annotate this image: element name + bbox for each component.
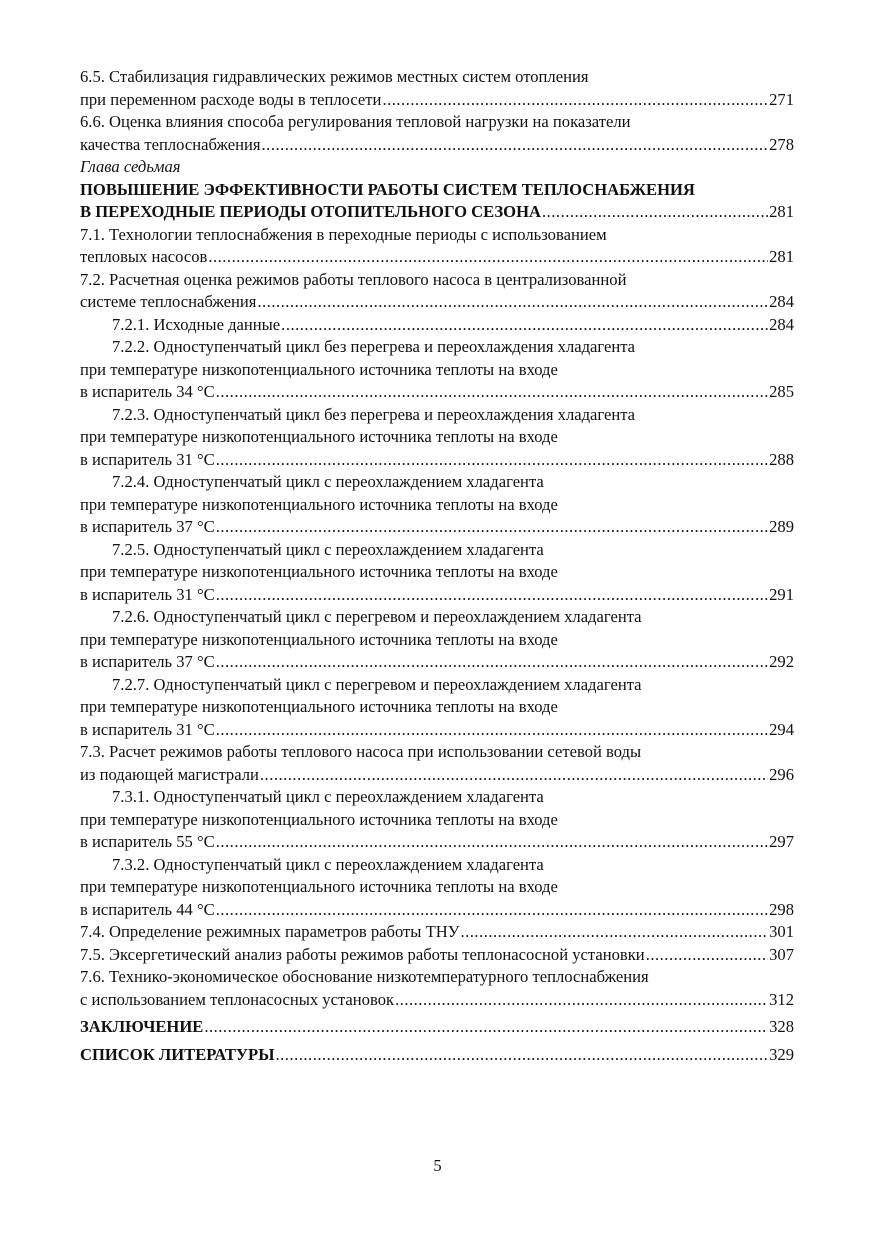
toc-entry-6-6[interactable] [80,134,794,157]
toc-entry-7-2-5-line2 [80,561,794,584]
page-number: 5 [433,1156,442,1175]
dot-leader [260,764,768,787]
dot-leader [395,989,768,1012]
toc-entry-conclusion[interactable] [80,1016,794,1039]
toc-page-number: 298 [769,899,794,919]
toc-page-number: 281 [769,202,794,221]
toc-entry-7-3[interactable] [80,764,794,787]
toc-entry-text: 7.1. Технологии теплоснабжения в переходные периоды с использованием [80,224,607,244]
toc-entry-7-3-1-line1 [80,786,794,809]
toc-entry-text: в испаритель 34 °C [80,382,215,401]
dot-leader [646,944,768,967]
toc-entry-6-6-line1 [80,111,794,134]
dot-leader [216,899,768,922]
toc-entry-text: при температуре низкопотенциального источника теплоты на входе [80,629,558,649]
dot-leader [216,651,768,674]
toc-entry-7-1-line1 [80,224,794,247]
toc-page-number: 281 [769,247,794,266]
toc-entry-7-2-6[interactable] [80,651,794,674]
toc-entry-text: ЗАКЛЮЧЕНИЕ [80,1017,204,1036]
toc-entry-text: 7.2.4. Одноступенчатый цикл с переохлаждением хладагента [112,472,544,491]
toc-entry-7-3-2[interactable] [80,899,794,922]
toc-entry-references[interactable] [80,1044,794,1067]
toc-entry-7-2-2-line1 [80,336,794,359]
toc-entry-text: качества теплоснабжения [80,134,261,154]
toc-entry-text: при температуре низкопотенциального источника теплоты на входе [80,494,558,514]
toc-entry-text: 7.3.2. Одноступенчатый цикл с переохлаждением хладагента [112,854,544,874]
dot-leader [281,314,768,337]
toc-entry-text: 7.2.3. Одноступенчатый цикл без перегрева и переохлаждения хладагента [112,404,636,424]
toc-entry-7-3-1-line2 [80,809,794,832]
toc-entry-text: с использованием теплонасосных установок [80,989,395,1009]
toc-entry-text: 7.2. Расчетная оценка режимов работы теплового насоса в централизованной [80,269,627,289]
toc-entry-text: 7.2.6. Одноступенчатый цикл с перегревом и переохлаждением хладагента [112,607,642,626]
toc-page-number: 296 [769,764,794,784]
toc-page-number: 297 [769,832,794,851]
toc-entry-7-2-7-line2 [80,696,794,719]
toc-entry-7-2-6-line1 [80,606,794,629]
toc-entry-7-2-3-line1 [80,404,794,427]
toc-entry-text: в испаритель 31 °C [80,584,215,604]
toc-entry-text: при температуре низкопотенциального источника теплоты на входе [80,697,558,716]
toc-page-number: 291 [769,584,794,604]
dot-leader [382,89,768,112]
toc-page-number: 284 [769,292,794,311]
toc-entry-7-4[interactable] [80,921,794,944]
toc-entry-text: в испаритель 44 °C [80,899,215,919]
toc-entry-7-6-line1 [80,966,794,989]
toc-entry-7-2-7-line1 [80,674,794,697]
dot-leader [216,381,768,404]
dot-leader [276,1044,769,1067]
toc-entry-text: в испаритель 37 °C [80,652,215,671]
toc-entry-7-3-line1 [80,741,794,764]
toc-page-number: 307 [769,944,794,964]
dot-leader [460,921,768,944]
toc-entry-6-5-line1 [80,66,794,89]
chapter-title-text: ПОВЫШЕНИЕ ЭФФЕКТИВНОСТИ РАБОТЫ СИСТЕМ ТЕПЛОСНАБЖЕНИЯ [80,179,695,199]
toc-entry-text: 7.2.5. Одноступенчатый цикл с переохлаждением хладагента [112,539,544,559]
toc-entry-7-2-4-line1 [80,471,794,494]
toc-entry-7-2-5-line1 [80,539,794,562]
toc-page-number: 285 [769,382,794,401]
toc-entry-6-5[interactable] [80,89,794,112]
toc-page-number: 292 [769,652,794,671]
toc-entry-7-1[interactable] [80,246,794,269]
toc-entry-text: 6.5. Стабилизация гидравлических режимов местных систем отопления [80,67,589,86]
toc-entry-7-2-2-line2 [80,359,794,382]
chapter-label [80,156,794,179]
toc-entry-text: при температуре низкопотенциального источника теплоты на входе [80,809,558,829]
toc-entry-7-2-3[interactable] [80,449,794,472]
toc-entry-7-2[interactable] [80,291,794,314]
toc-entry-text: СПИСОК ЛИТЕРАТУРЫ [80,1044,275,1064]
toc-entry-text: 7.5. Эксергетический анализ работы режимов работы теплонасосной установки [80,944,645,964]
chapter-title-text: В ПЕРЕХОДНЫЕ ПЕРИОДЫ ОТОПИТЕЛЬНОГО СЕЗОНА [80,202,541,221]
toc-entry-text: в испаритель 31 °C [80,719,215,739]
toc-entry-text: в испаритель 37 °C [80,517,215,536]
toc-entry-text: 7.2.7. Одноступенчатый цикл с перегревом и переохлаждением хладагента [112,674,642,694]
dot-leader [216,831,768,854]
chapter-label-text: Глава седьмая [80,157,181,176]
toc-page-number: 289 [769,517,794,536]
toc-entry-text: тепловых насосов [80,247,208,266]
toc-entry-text: 7.6. Технико-экономическое обоснование низкотемпературного теплоснабжения [80,967,649,986]
toc-entry-text: из подающей магистрали [80,764,259,784]
toc-page-number: 294 [769,719,794,739]
table-of-contents [80,66,794,1066]
toc-entry-text: при температуре низкопотенциального источника теплоты на входе [80,427,558,446]
toc-entry-7-6[interactable] [80,989,794,1012]
toc-entry-7-2-line1 [80,269,794,292]
toc-entry-7-2-4-line2 [80,494,794,517]
dot-leader [542,201,768,224]
toc-entry-text: 6.6. Оценка влияния способа регулирования тепловой нагрузки на показатели [80,112,631,131]
toc-page-number: 328 [769,1017,794,1036]
toc-entry-7-3-2-line1 [80,854,794,877]
dot-leader [216,719,768,742]
toc-entry-text: 7.3. Расчет режимов работы теплового насоса при использовании сетевой воды [80,742,642,761]
dot-leader [216,516,768,539]
toc-page-number: 312 [769,989,794,1009]
toc-page-number: 288 [769,449,794,469]
toc-page-number: 329 [769,1044,794,1064]
toc-page-number: 278 [769,134,794,154]
dot-leader [204,1016,768,1039]
dot-leader [257,291,768,314]
toc-entry-text: при температуре низкопотенциального источника теплоты на входе [80,562,558,581]
toc-entry-text: при температуре низкопотенциального источника теплоты на входе [80,359,558,379]
toc-entry-7-2-5[interactable] [80,584,794,607]
toc-page-number: 284 [769,314,794,334]
toc-entry-7-2-3-line2 [80,426,794,449]
dot-leader [216,584,768,607]
chapter-title-entry[interactable] [80,201,794,224]
toc-entry-7-2-1[interactable] [80,314,794,337]
toc-entry-text: 7.2.1. Исходные данные [112,314,281,334]
toc-entry-7-3-2-line2 [80,876,794,899]
toc-entry-7-2-2[interactable] [80,381,794,404]
dot-leader [262,134,769,157]
toc-entry-text: 7.3.1. Одноступенчатый цикл с переохлаждением хладагента [112,787,544,806]
chapter-title-line1 [80,179,794,202]
toc-entry-text: системе теплоснабжения [80,292,257,311]
dot-leader [216,449,768,472]
toc-entry-text: в испаритель 31 °C [80,449,215,469]
toc-entry-7-3-1[interactable] [80,831,794,854]
toc-entry-text: при переменном расходе воды в теплосети [80,89,382,109]
toc-page-number: 301 [769,922,794,941]
toc-entry-7-2-6-line2 [80,629,794,652]
toc-entry-text: в испаритель 55 °C [80,832,215,851]
dot-leader [208,246,768,269]
toc-entry-7-2-7[interactable] [80,719,794,742]
toc-entry-text: 7.4. Определение режимных параметров работы ТНУ [80,922,460,941]
toc-entry-text: 7.2.2. Одноступенчатый цикл без перегрева и переохлаждения хладагента [112,337,636,356]
toc-entry-7-5[interactable] [80,944,794,967]
toc-page-number: 271 [769,89,794,109]
toc-entry-7-2-4[interactable] [80,516,794,539]
toc-entry-text: при температуре низкопотенциального источника теплоты на входе [80,877,558,896]
